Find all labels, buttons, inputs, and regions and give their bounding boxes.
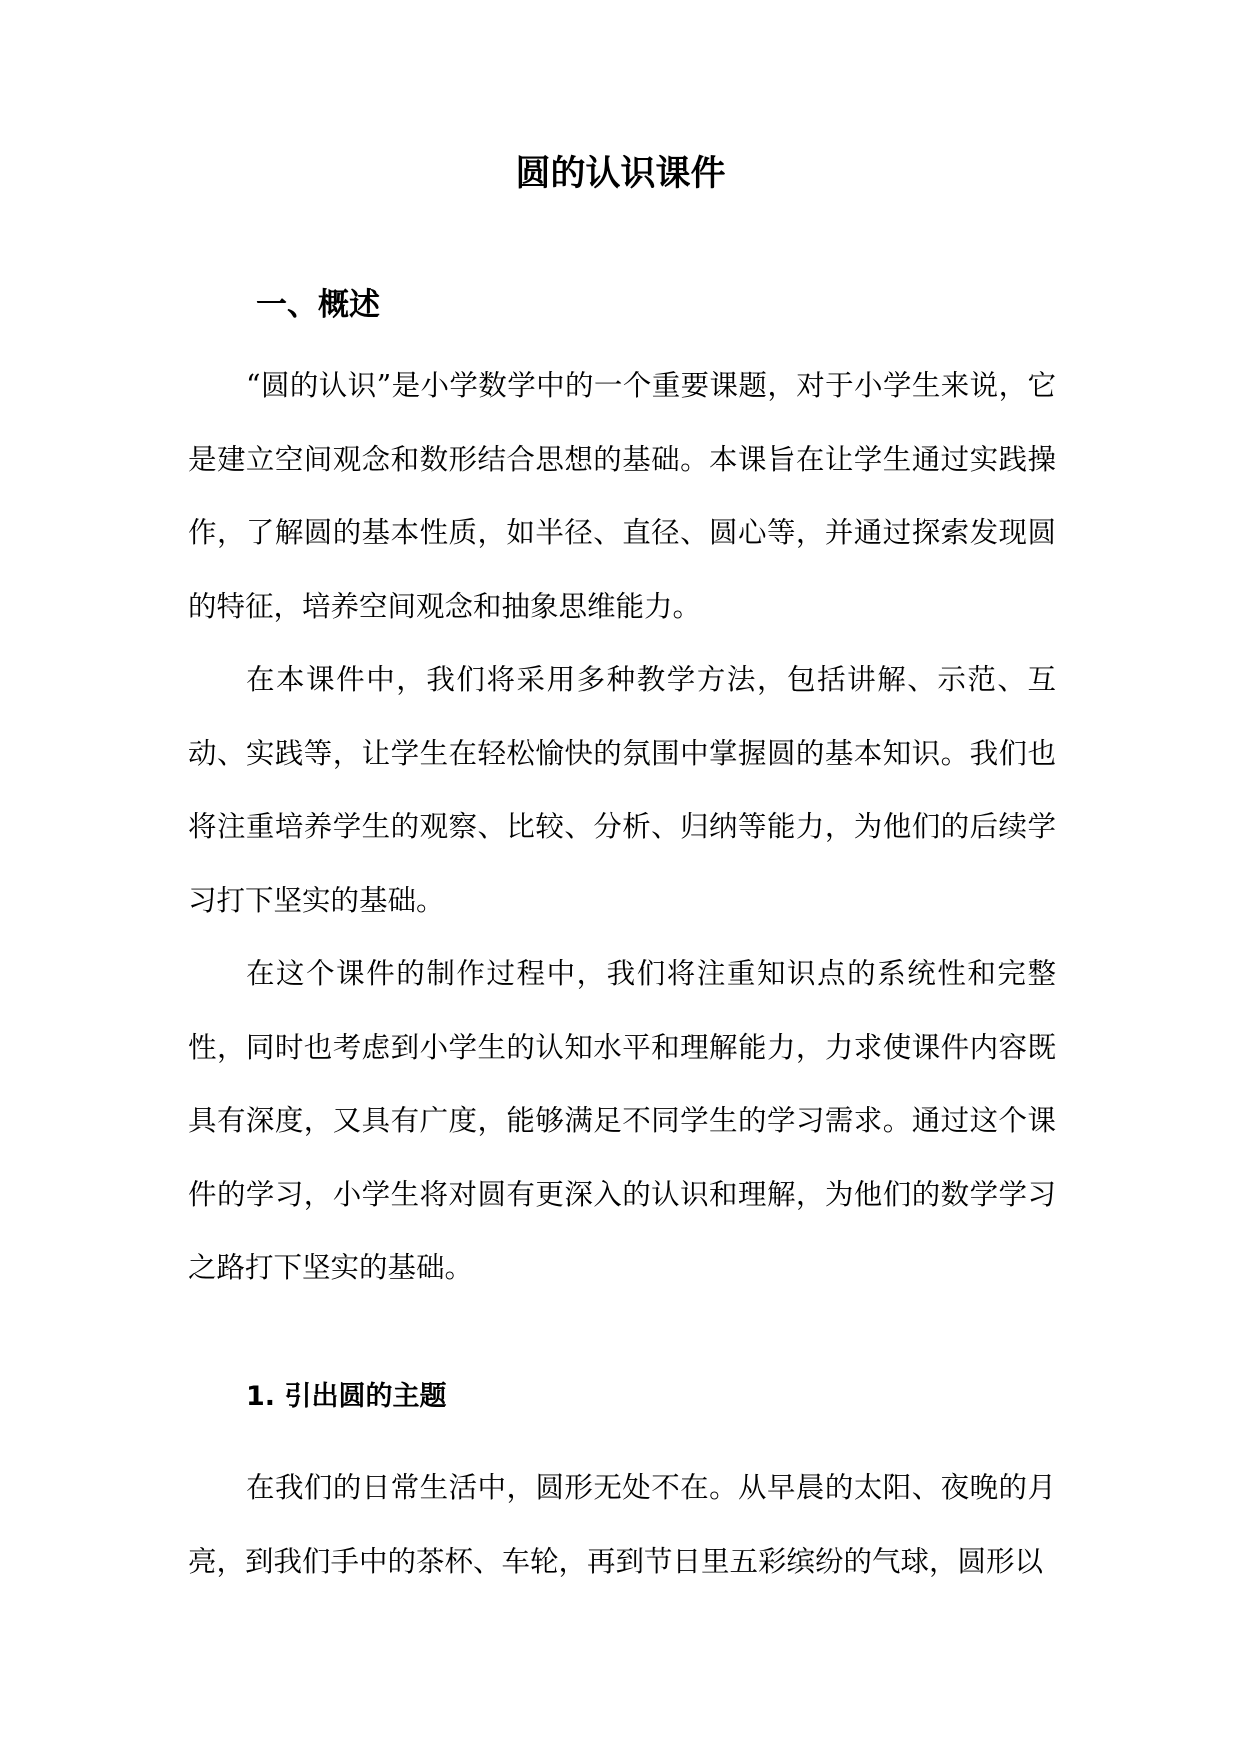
paragraph-methods: 在本课件中，我们将采用多种教学方法，包括讲解、示范、互动、实践等，让学生在轻松愉快的氛围中掌握圆的基本知识。我们也将注重培养学生的观察、比较、分析、归纳等能力，为他们的后续学习打下坚实的基础。	[188, 663, 1056, 917]
section-heading-overview: 一、概述	[256, 287, 380, 323]
paragraph-topic-intro: 在我们的日常生活中，圆形无处不在。从早晨的太阳、夜晚的月亮，到我们手中的茶杯、车轮，再到节日里五彩缤纷的气球，圆形以	[188, 1471, 1056, 1578]
paragraph-intro: “圆的认识”是小学数学中的一个重要课题，对于小学生来说，它是建立空间观念和数形结合思想的基础。本课旨在让学生通过实践操作，了解圆的基本性质，如半径、直径、圆心等，并通过探索发现圆的特征，培养空间观念和抽象思维能力。	[188, 369, 1056, 623]
document-title: 圆的认识课件	[515, 154, 726, 194]
paragraph-design: 在这个课件的制作过程中，我们将注重知识点的系统性和完整性，同时也考虑到小学生的认知水平和理解能力，力求使课件内容既具有深度，又具有广度，能够满足不同学生的学习需求。通过这个课件的学习，小学生将对圆有更深入的认识和理解，为他们的数学学习之路打下坚实的基础。	[188, 957, 1056, 1284]
subsection-heading-topic: 1. 引出圆的主题	[246, 1381, 447, 1412]
